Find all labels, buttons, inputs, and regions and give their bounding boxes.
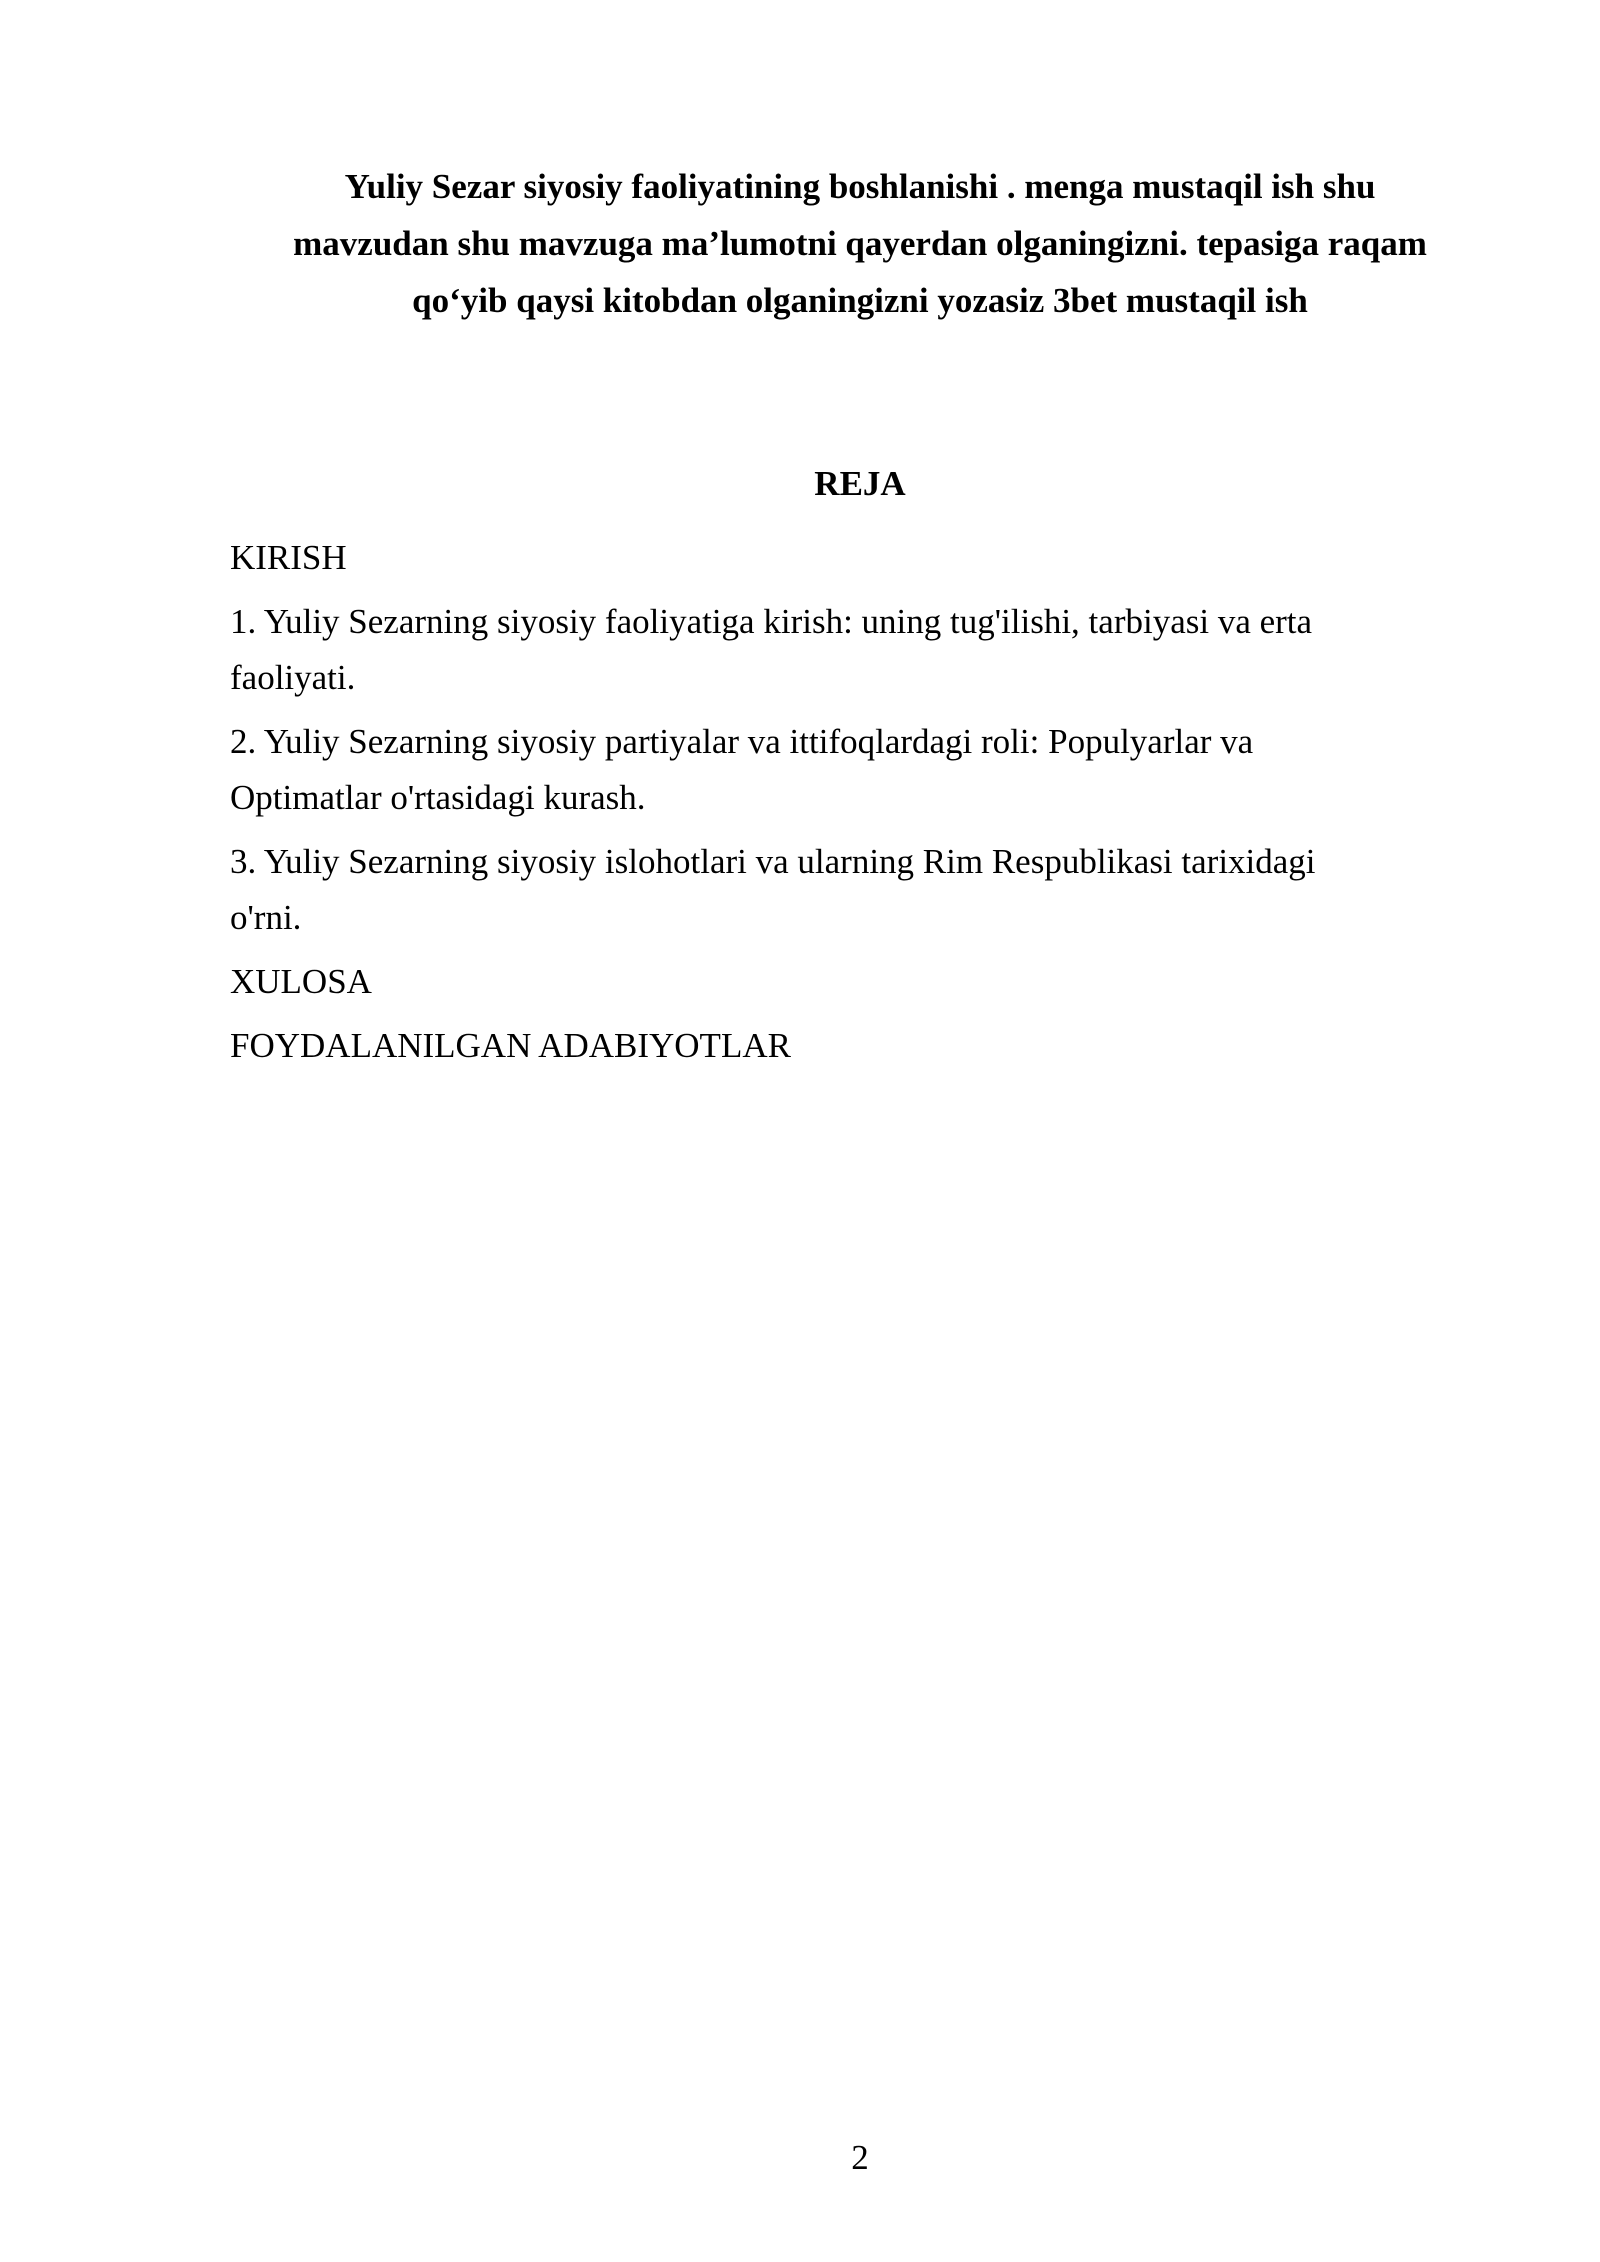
title-line: Yuliy Sezar siyosiy faoliyatining boshlanishi . menga mustaqil ish shu	[344, 167, 1376, 206]
title-line: mavzudan shu mavzuga ma’lumotni qayerdan olganingizni. tepasiga raqam	[293, 224, 1427, 263]
document-title	[230, 158, 1490, 329]
plan-item-line: FOYDALANILGAN ADABIYOTLAR	[230, 1026, 791, 1065]
plan-item-line: o'rni.	[230, 898, 302, 937]
title-line: qo‘yib qaysi kitobdan olganingizni yozasiz 3bet mustaqil ish	[412, 281, 1308, 320]
plan-item-line: Optimatlar o'rtasidagi kurash.	[230, 778, 646, 817]
plan-item-line: faoliyati.	[230, 658, 356, 697]
plan-item-line: XULOSA	[230, 962, 372, 1001]
plan-item-references	[230, 1018, 1490, 1074]
plan-item-1	[230, 594, 1490, 706]
plan-heading: REJA	[814, 464, 906, 503]
plan-item-introduction	[230, 530, 1490, 586]
plan-item-2	[230, 714, 1490, 826]
plan-item-line: 3. Yuliy Sezarning siyosiy islohotlari va ularning Rim Respublikasi tarixidagi	[230, 842, 1316, 881]
plan-list	[230, 530, 1490, 1082]
plan-item-line: 1. Yuliy Sezarning siyosiy faoliyatiga kirish: uning tug'ilishi, tarbiyasi va erta	[230, 602, 1313, 641]
page-number: 2	[851, 2138, 869, 2177]
plan-item-conclusion	[230, 954, 1490, 1010]
plan-item-line: KIRISH	[230, 538, 347, 577]
plan-item-3	[230, 834, 1490, 946]
plan-item-line: 2. Yuliy Sezarning siyosiy partiyalar va ittifoqlardagi roli: Populyarlar va	[230, 722, 1254, 761]
